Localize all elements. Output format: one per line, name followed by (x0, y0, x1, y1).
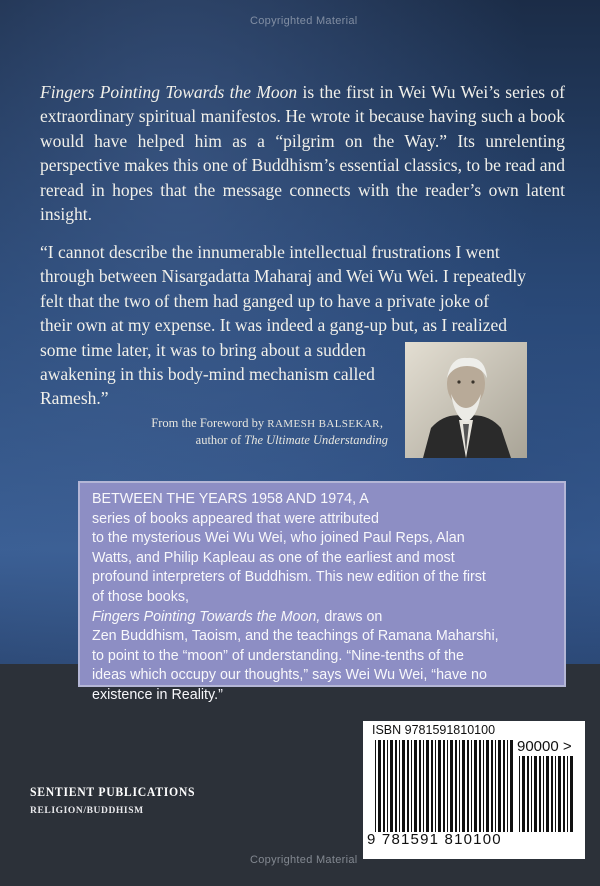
quote-line: through between Nisargadatta Maharaj and Wei Wu Wei. I repeatedly (40, 266, 526, 287)
desc-line (92, 608, 557, 628)
foreword-author-credit (140, 433, 388, 448)
desc-line: series of books appeared that were attributed (92, 510, 379, 527)
quote-line: their own at my expense. It was indeed a gang-up but, as I realized (40, 315, 507, 336)
barcode-bar (486, 740, 489, 832)
barcode-bar (467, 740, 469, 832)
barcode-bar (479, 740, 481, 832)
quote-line: “I cannot describe the innumerable intellectual frustrations I went (40, 242, 500, 262)
desc-line-cont: draws on (320, 608, 383, 625)
ean-digits: 9 781591 810100 (367, 831, 502, 848)
barcode-bar (419, 740, 421, 832)
watermark-top: Copyrighted Material (250, 15, 358, 27)
barcode-bar (455, 740, 457, 832)
barcode-bar (483, 740, 484, 832)
barcode-bar (558, 756, 561, 832)
barcode-bar (495, 740, 496, 832)
barcode-bar (390, 740, 393, 832)
barcode-bar (546, 756, 549, 832)
isbn-label: ISBN 9781591810100 (372, 723, 496, 737)
barcode-bar (431, 740, 433, 832)
barcode-bar (438, 740, 441, 832)
barcode-bar (383, 740, 385, 832)
barcode-bar (531, 756, 532, 832)
barcode-bar (498, 740, 501, 832)
desc-line: Watts, and Philip Kapleau as one of the earliest and most (92, 549, 455, 566)
barcode-bar (570, 756, 573, 832)
barcode-bar (407, 740, 409, 832)
barcode-bar (555, 756, 556, 832)
barcode-bar (402, 740, 405, 832)
barcode-bar (534, 756, 537, 832)
barcode-bar (543, 756, 544, 832)
barcode-bar (447, 740, 448, 832)
quote-line: some time later, it was to bring about a sudden (40, 339, 366, 360)
barcode-bar (539, 756, 541, 832)
quote-line: Ramesh.” (40, 388, 109, 409)
addon-barcode-bars (519, 756, 577, 836)
credit-book-title: The Ultimate Understanding (244, 433, 388, 447)
foreword-credit (140, 416, 383, 431)
blurb-text: is the first in Wei Wu Wei’s series of extraordinary spiritual manifestos. He wrote it because having such a book would have helped him as a “pilgrim on the Way.” Its unrelenting perspective makes this one of Buddhism’s essential classics, to be read and reread in hopes that the message connects with the reader’s own latent insight. (40, 82, 565, 225)
barcode-bar (414, 740, 417, 832)
barcode-bar (378, 740, 381, 832)
barcode-bar (510, 740, 513, 832)
credit-author-prefix: author of (195, 433, 245, 447)
barcode-bar (423, 740, 424, 832)
barcode-bar (435, 740, 436, 832)
barcode-bar (519, 756, 520, 832)
barcode-bar (462, 740, 465, 832)
desc-line: Zen Buddhism, Taoism, and the teachings of Ramana Maharshi, (92, 628, 499, 645)
barcode-bars (375, 740, 513, 836)
barcode-bar (426, 740, 429, 832)
desc-book-title: Fingers Pointing Towards the Moon, (92, 608, 321, 625)
credit-suffix: , (379, 416, 383, 430)
barcode-bar (443, 740, 445, 832)
price-code: 90000 > (517, 738, 572, 755)
barcode-bar (450, 740, 453, 832)
category-label: RELIGION/BUDDHISM (30, 806, 144, 816)
barcode-bar (375, 740, 376, 832)
desc-line: BETWEEN THE YEARS 1958 AND 1974, A (92, 491, 369, 507)
barcode-bar (491, 740, 493, 832)
desc-line: ideas which occupy our thoughts,” says Wei Wu Wei, “have no (92, 667, 487, 684)
quote-line: awakening in this body-mind mechanism called (40, 364, 375, 385)
intro-blurb (40, 80, 565, 226)
desc-line: existence in Reality.” (92, 686, 223, 703)
quote-line: felt that the two of them had ganged up to have a private joke of (40, 290, 490, 311)
barcode-bar (474, 740, 477, 832)
barcode-bar (399, 740, 400, 832)
barcode-bar (411, 740, 412, 832)
barcode-bar (395, 740, 397, 832)
desc-line: of those books, (92, 588, 189, 605)
barcode-bar (527, 756, 529, 832)
barcode-bar (507, 740, 508, 832)
barcode-bar (503, 740, 505, 832)
desc-line: to point to the “moon” of understanding. “Nine-tenths of the (92, 647, 464, 664)
barcode-bar (551, 756, 553, 832)
description-text (92, 490, 557, 706)
author-photo (405, 342, 527, 458)
desc-line: to the mysterious Wei Wu Wei, who joined Paul Reps, Alan (92, 530, 465, 547)
desc-line: profound interpreters of Buddhism. This new edition of the first (92, 569, 486, 586)
barcode-bar (567, 756, 568, 832)
watermark-bottom: Copyrighted Material (250, 854, 358, 866)
publisher-logo: SENTIENT PUBLICATIONS (30, 784, 196, 799)
barcode-bar (563, 756, 565, 832)
barcode-bar (459, 740, 460, 832)
credit-prefix: From the Foreword by (151, 416, 268, 430)
barcode-bar (471, 740, 472, 832)
blurb-book-title: Fingers Pointing Towards the Moon (40, 82, 298, 102)
barcode-bar (387, 740, 388, 832)
barcode-bar (522, 756, 525, 832)
credit-name: RAMESH BALSEKAR (267, 418, 380, 430)
